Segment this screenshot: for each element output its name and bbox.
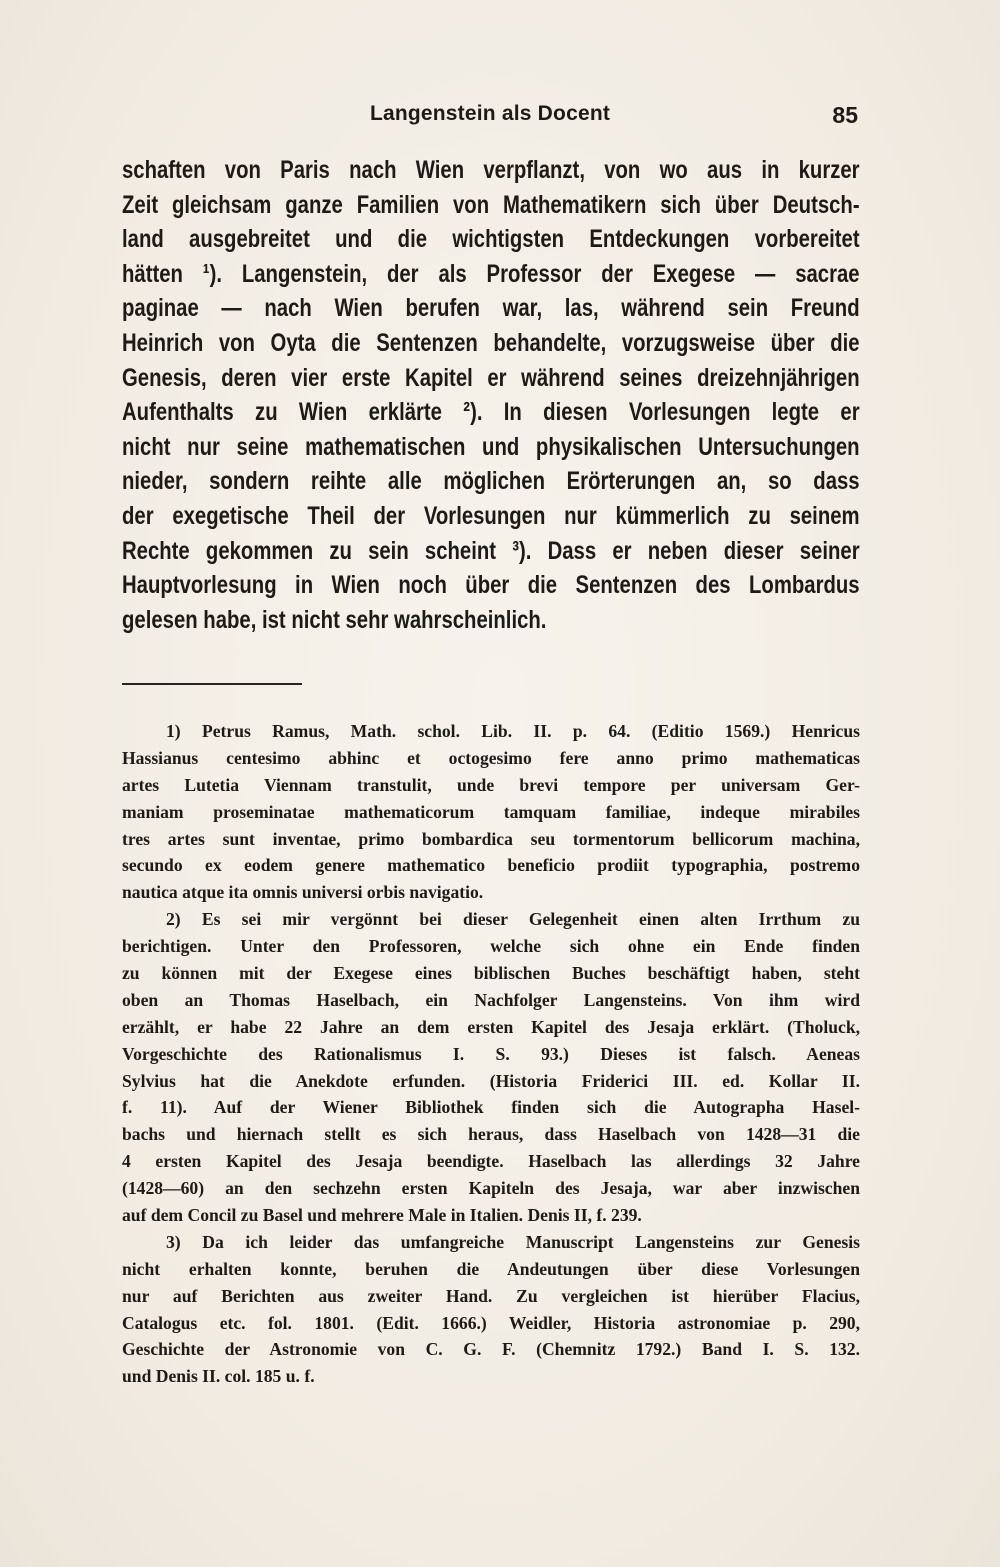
footnote-line: Vorgeschichte des Rationalismus I. S. 93.) Dieses ist falsch. Aeneas [122, 1043, 860, 1064]
footnote-line: Sylvius hat die Anekdote erfunden. (Historia Friderici III. ed. Kollar II. [122, 1070, 860, 1091]
footnote-line: und Denis II. col. 185 u. f. [122, 1366, 315, 1387]
footnote-line: 2) Es sei mir vergönnt bei dieser Gelegenheit einen alten Irrthum zu [166, 909, 860, 930]
text-line: nicht nur seine mathematischen und physikalischen Untersuchungen [122, 432, 860, 461]
footnote-line: bachs und hiernach stellt es sich heraus, dass Haselbach von 1428—31 die [122, 1124, 860, 1145]
text-line: land ausgebreitet und die wichtigsten Entdeckungen vorbereitet [122, 225, 860, 254]
footnote-line: Hassianus centesimo abhinc et octogesimo fere anno primo mathematicas [122, 747, 860, 768]
footnote-line: artes Lutetia Viennam transtulit, unde brevi tempore per universam Ger- [122, 774, 860, 795]
footnote-line: tres artes sunt inventae, primo bombardica seu tormentorum bellicorum machina, [122, 828, 860, 849]
text-line: Heinrich von Oyta die Sentenzen behandelte, vorzugsweise über die [122, 328, 860, 357]
page-number: 85 [832, 102, 858, 128]
text-line: hätten ¹). Langenstein, der als Professor der Exegese — sacrae [122, 259, 860, 288]
footnote-line: (1428—60) an den sechzehn ersten Kapiteln des Jesaja, war aber inzwischen [122, 1178, 860, 1199]
footnotes [122, 718, 860, 1390]
footnote-line: secundo ex eodem genere mathematico beneficio prodiit typographia, postremo [122, 855, 860, 876]
footnote-line: f. 11). Auf der Wiener Bibliothek finden sich die Autographa Hasel- [122, 1097, 860, 1118]
footnote-line: 4 ersten Kapitel des Jesaja beendigte. Haselbach las allerdings 32 Jahre [122, 1151, 860, 1172]
footnote-3 [122, 1229, 860, 1390]
footnote-2 [122, 906, 860, 1229]
footnote-line: nautica atque ita omnis universi orbis navigatio. [122, 882, 484, 903]
footnote-line: nicht erhalten konnte, beruhen die Andeutungen über diese Vorlesungen [122, 1258, 860, 1279]
text-line: Genesis, deren vier erste Kapitel er während seines dreizehnjährigen [122, 363, 860, 392]
text-line: der exegetische Theil der Vorlesungen nur kümmerlich zu seinem [122, 501, 860, 530]
footnote-1 [122, 718, 860, 906]
main-text [122, 153, 860, 637]
text-line: Hauptvorlesung in Wien noch über die Sentenzen des Lombardus [122, 571, 860, 600]
footnote-line: 3) Da ich leider das umfangreiche Manuscript Langensteins zur Genesis [166, 1231, 860, 1252]
footnote-line: nur auf Berichten aus zweiter Hand. Zu vergleichen ist hierüber Flacius, [122, 1285, 860, 1306]
text-line: nieder, sondern reihte alle möglichen Erörterungen an, so dass [122, 467, 860, 496]
running-head [122, 102, 858, 138]
text-line: schaften von Paris nach Wien verpflanzt, von wo aus in kurzer [122, 156, 860, 184]
footnote-line: Catalogus etc. fol. 1801. (Edit. 1666.) Weidler, Historia astronomiae p. 290, [122, 1312, 860, 1333]
footnote-line: berichtigen. Unter den Professoren, welche sich ohne ein Ende finden [122, 936, 860, 957]
footnote-line: maniam proseminatae mathematicorum tamquam familiae, indeque mirabiles [122, 801, 860, 822]
text-line: gelesen habe, ist nicht sehr wahrscheinlich. [122, 605, 547, 634]
footnote-divider [122, 683, 302, 685]
text-line: Aufenthalts zu Wien erklärte ²). In diesen Vorlesungen legte er [122, 398, 860, 427]
text-line: Rechte gekommen zu sein scheint ³). Dass er neben dieser seiner [122, 536, 860, 565]
text-line: paginae — nach Wien berufen war, las, während sein Freund [122, 294, 860, 323]
text-line: Zeit gleichsam ganze Familien von Mathematikern sich über Deutsch- [122, 190, 860, 219]
footnote-line: oben an Thomas Haselbach, ein Nachfolger Langensteins. Von ihm wird [122, 989, 860, 1010]
footnote-line: 1) Petrus Ramus, Math. schol. Lib. II. p. 64. (Editio 1569.) Henricus [166, 721, 860, 741]
footnote-line: Geschichte der Astronomie von C. G. F. (Chemnitz 1792.) Band I. S. 132. [122, 1339, 860, 1360]
footnote-line: erzählt, er habe 22 Jahre an dem ersten Kapitel des Jesaja erklärt. (Tholuck, [122, 1016, 860, 1037]
footnote-line: auf dem Concil zu Basel und mehrere Male in Italien. Denis II, f. 239. [122, 1205, 642, 1226]
running-title: Langenstein als Docent [369, 102, 611, 125]
footnote-line: zu können mit der Exegese eines biblischen Buches beschäftigt haben, steht [122, 963, 860, 984]
